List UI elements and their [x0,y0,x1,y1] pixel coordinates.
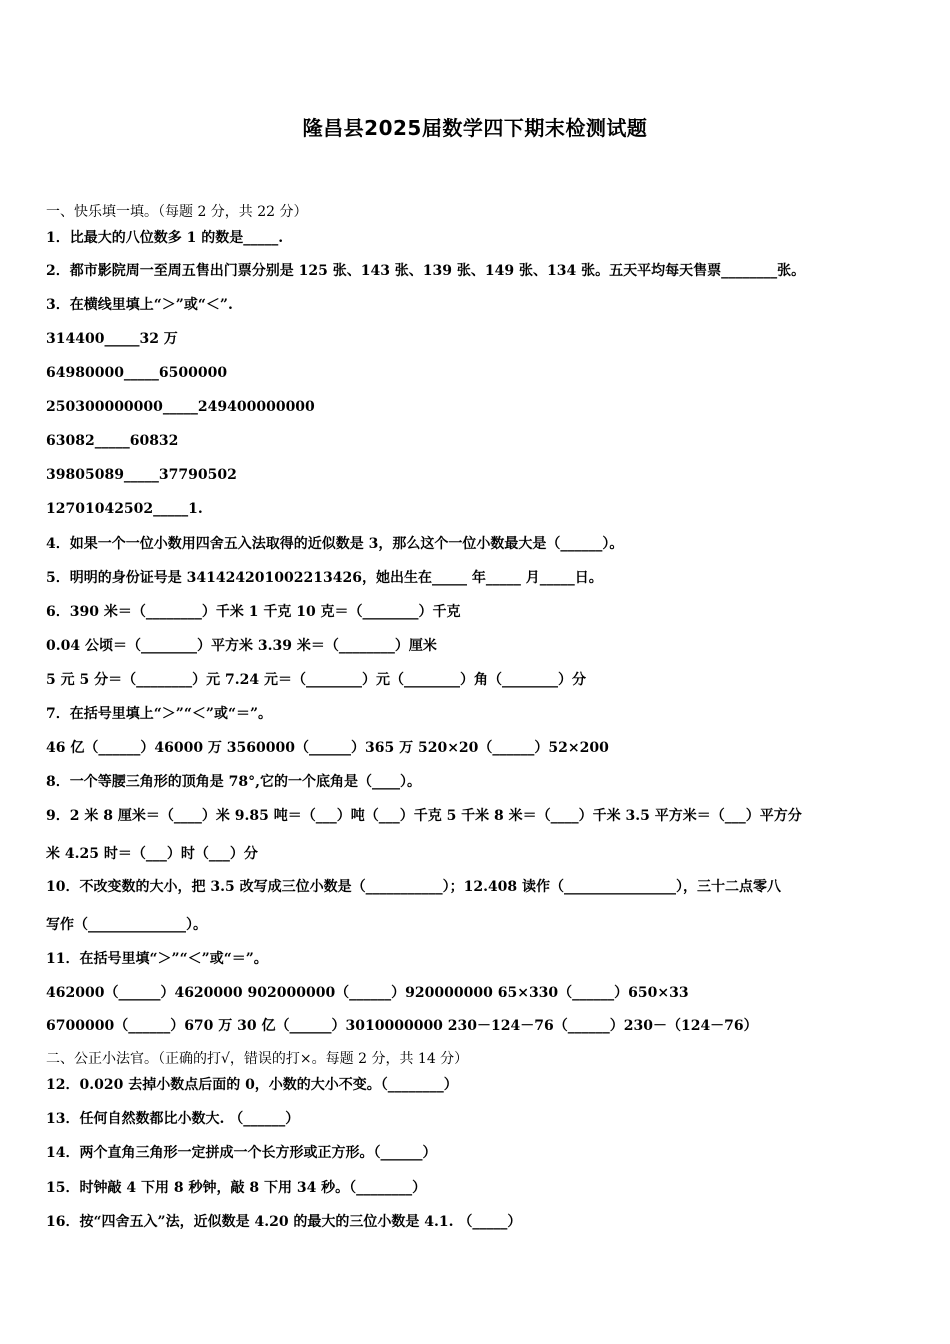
question-10-line-1: 10．不改变数的大小，把 3.5 改写成三位小数是（___________）；12.408 读作（________________），三十二点零八 [46,879,782,895]
section-heading-true-false: 二、公正小法官。（正确的打√，错误的打×。每题 2 分，共 14 分） [46,1051,469,1067]
question-13: 13．任何自然数都比小数大. （______） [46,1111,300,1127]
question-11-items-2: 6700000（______）670 万 30 亿（______）3010000000 230－124－76（______）230－（124－76） [46,1018,758,1034]
question-3-item-1: 314400_____32 万 [46,331,178,347]
question-11: 11．在括号里填“＞”“＜”或“＝”。 [46,951,268,967]
question-16: 16．按“四舍五入”法，近似数是 4.20 的最大的三位小数是 4.1. （_____） [46,1214,522,1230]
question-4: 4．如果一个一位小数用四舍五入法取得的近似数是 3，那么这个一位小数最大是（______）。 [46,536,624,552]
section-heading-fill-in: 一、快乐填一填。（每题 2 分，共 22 分） [46,204,308,220]
question-3-item-6: 12701042502_____1. [46,501,203,517]
question-11-items-1: 462000（______）4620000 902000000（______）920000000 65×330（______）650×33 [46,985,689,1001]
question-6-line-3: 5 元 5 分＝（________）元 7.24 元＝（________）元（________）角（________）分 [46,672,586,688]
question-10-line-2: 写作（______________）。 [46,917,207,933]
question-3-item-3: 250300000000_____249400000000 [46,399,315,415]
question-5: 5．明明的身份证号是 341424201002213426，她出生在_____ 年_____ 月_____日。 [46,570,603,586]
question-8: 8．一个等腰三角形的顶角是 78°,它的一个底角是（____）。 [46,774,421,790]
question-9-line-2: 米 4.25 时＝（___）时（___）分 [46,846,258,862]
question-9-line-1: 9．2 米 8 厘米＝（____）米 9.85 吨＝（___）吨（___）千克 5 千米 8 米＝（____）千米 3.5 平方米＝（___）平方分 [46,808,802,824]
question-3-item-4: 63082_____60832 [46,433,179,449]
question-7-items: 46 亿（______）46000 万 3560000（______）365 万 520×20（______）52×200 [46,740,609,756]
page-title: 隆昌县2025届数学四下期末检测试题 [302,116,648,140]
question-1: 1．比最大的八位数多 1 的数是_____. [46,230,284,246]
question-14: 14．两个直角三角形一定拼成一个长方形或正方形。（______） [46,1145,437,1161]
question-6-line-1: 6．390 米＝（________）千米 1 千克 10 克＝（________）千克 [46,604,461,620]
question-3: 3．在横线里填上“＞”或“＜”. [46,297,233,313]
question-12: 12．0.020 去掉小数点后面的 0，小数的大小不变。（________） [46,1077,458,1093]
question-7: 7．在括号里填上“＞”“＜”或“＝”。 [46,706,273,722]
question-15: 15．时钟敲 4 下用 8 秒钟，敲 8 下用 34 秒。（________） [46,1180,427,1196]
question-3-item-5: 39805089_____37790502 [46,467,237,483]
question-2: 2．都市影院周一至周五售出门票分别是 125 张、143 张、139 张、149 张、134 张。五天平均每天售票________张。 [46,263,806,279]
question-6-line-2: 0.04 公顷＝（________）平方米 3.39 米＝（________）厘米 [46,638,437,654]
question-3-item-2: 64980000_____6500000 [46,365,228,381]
